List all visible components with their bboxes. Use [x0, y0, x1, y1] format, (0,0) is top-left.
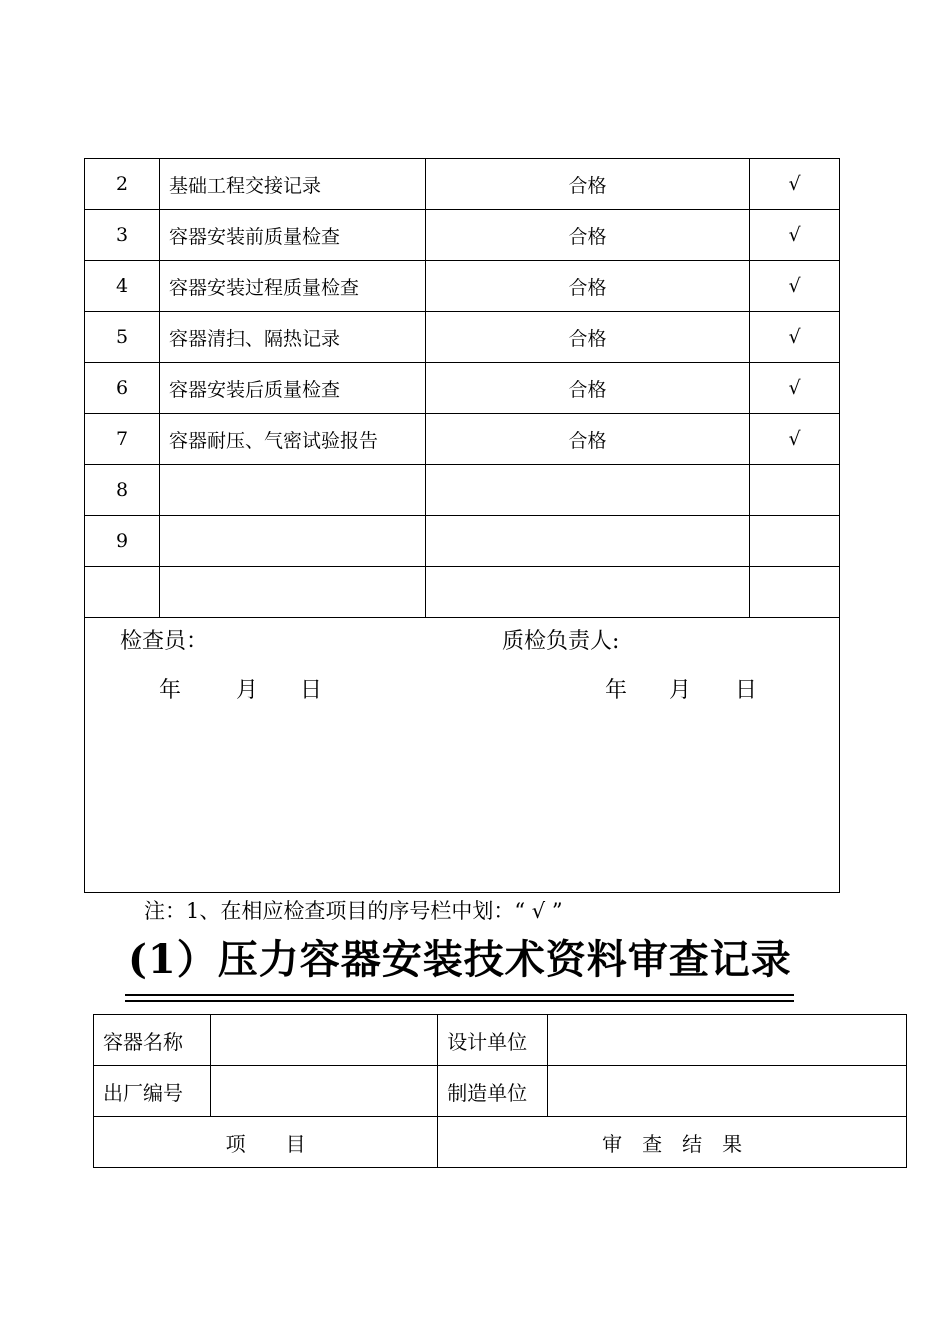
row-number: 7: [85, 414, 160, 465]
qc-year-label: 年: [605, 678, 628, 703]
document-title: (1）压力容器安装技术资料审查记录: [128, 936, 792, 983]
check-result: 合格: [425, 363, 749, 414]
table-row: [85, 363, 840, 414]
inspector-label: 检查员：: [120, 629, 209, 654]
check-mark: [750, 465, 840, 516]
check-result: 合格: [425, 210, 749, 261]
check-result: 合格: [425, 312, 749, 363]
table-row: [85, 159, 840, 210]
check-item: 容器安装过程质量检查: [160, 261, 426, 312]
manufacturer-label: 制造单位: [438, 1066, 548, 1117]
check-item: 容器耐压、气密试验报告: [160, 414, 426, 465]
row-number: 2: [85, 159, 160, 210]
vessel-name-value: [210, 1015, 437, 1066]
serial-number-label: 出厂编号: [94, 1066, 211, 1117]
check-mark: [750, 516, 840, 567]
check-item: 容器安装后质量检查: [160, 363, 426, 414]
check-result: [425, 465, 749, 516]
check-mark: √: [750, 159, 840, 210]
check-result: 合格: [425, 159, 749, 210]
check-item: [160, 516, 426, 567]
check-mark: √: [750, 414, 840, 465]
item-column-header: 项 目: [94, 1117, 438, 1168]
check-item: 容器安装前质量检查: [160, 210, 426, 261]
check-item: [160, 567, 426, 618]
title-rule-bottom: [125, 1000, 794, 1002]
inspector-year-label: 年: [159, 678, 182, 703]
row-number: 6: [85, 363, 160, 414]
design-unit-value: [547, 1015, 906, 1066]
result-column-header: 审 查 结 果: [438, 1117, 907, 1168]
inspector-day-label: 日: [300, 678, 323, 703]
footnote: 注：1、在相应检查项目的序号栏中划：“ √ ”: [144, 899, 563, 923]
table-row: [94, 1015, 907, 1066]
title-rule-top: [125, 994, 794, 996]
check-result: [425, 567, 749, 618]
check-mark: [750, 567, 840, 618]
inspector-month-label: 月: [236, 678, 259, 703]
check-result: 合格: [425, 414, 749, 465]
row-number: 3: [85, 210, 160, 261]
table-row: [85, 567, 840, 618]
vessel-name-label: 容器名称: [94, 1015, 211, 1066]
row-number: 5: [85, 312, 160, 363]
check-mark: √: [750, 261, 840, 312]
table-row: [85, 312, 840, 363]
inspection-table: [84, 158, 840, 893]
vessel-info-table: [93, 1014, 907, 1168]
table-row: [85, 516, 840, 567]
qc-day-label: 日: [735, 678, 758, 703]
check-item: 基础工程交接记录: [160, 159, 426, 210]
qc-month-label: 月: [669, 678, 692, 703]
row-number: 9: [85, 516, 160, 567]
design-unit-label: 设计单位: [438, 1015, 548, 1066]
table-row: [94, 1117, 907, 1168]
check-mark: √: [750, 210, 840, 261]
row-number: [85, 567, 160, 618]
check-mark: √: [750, 312, 840, 363]
signature-row: [85, 618, 840, 893]
check-item: [160, 465, 426, 516]
row-number: 8: [85, 465, 160, 516]
row-number: 4: [85, 261, 160, 312]
table-row: [85, 465, 840, 516]
check-mark: √: [750, 363, 840, 414]
signature-cell: [85, 618, 840, 893]
check-result: 合格: [425, 261, 749, 312]
table-row: [85, 210, 840, 261]
manufacturer-value: [547, 1066, 906, 1117]
serial-number-value: [210, 1066, 437, 1117]
check-result: [425, 516, 749, 567]
table-row: [85, 261, 840, 312]
table-row: [85, 414, 840, 465]
qc-manager-label: 质检负责人:: [502, 629, 620, 654]
check-item: 容器清扫、隔热记录: [160, 312, 426, 363]
table-row: [94, 1066, 907, 1117]
